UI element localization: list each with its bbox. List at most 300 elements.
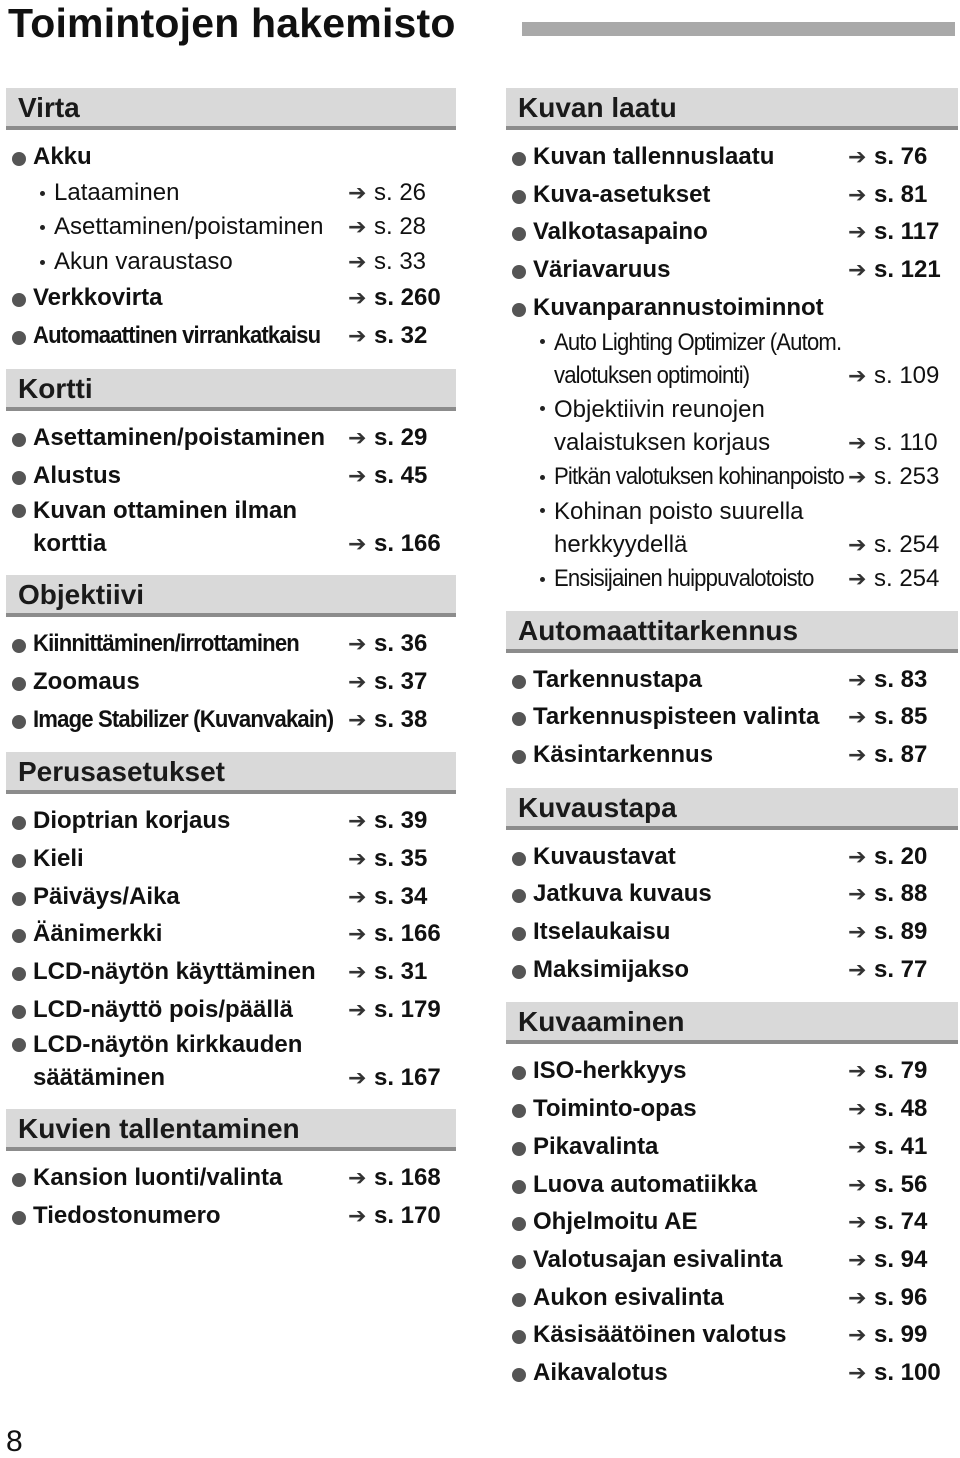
page-reference[interactable] bbox=[348, 878, 456, 916]
section-items bbox=[6, 617, 456, 738]
section-items bbox=[506, 1044, 958, 1391]
arrow-right-icon: ➔ bbox=[348, 248, 367, 274]
arrow-right-icon: ➔ bbox=[848, 666, 867, 692]
index-entry[interactable] bbox=[506, 661, 958, 699]
entry-label: Jatkuva kuvaus bbox=[533, 880, 712, 908]
page-reference-number: s. 94 bbox=[874, 1245, 928, 1273]
arrow-right-icon: ➔ bbox=[348, 631, 367, 657]
section-header-virta: Virta bbox=[6, 88, 456, 130]
page-reference-number: s. 48 bbox=[874, 1095, 928, 1123]
page-reference[interactable] bbox=[848, 875, 958, 913]
index-entry[interactable] bbox=[506, 460, 958, 495]
bullet-circle-icon bbox=[12, 816, 26, 830]
index-entry[interactable] bbox=[6, 1028, 456, 1095]
index-entry[interactable] bbox=[6, 494, 456, 561]
page-reference[interactable] bbox=[348, 419, 456, 457]
index-entry[interactable] bbox=[506, 1128, 958, 1166]
index-entry[interactable] bbox=[6, 245, 456, 280]
page-reference-number: s. 109 bbox=[874, 362, 940, 390]
bullet-circle-icon bbox=[12, 433, 26, 447]
bullet-dot-icon bbox=[540, 475, 545, 480]
page-reference-number: s. 38 bbox=[374, 705, 428, 733]
bullet-circle-icon bbox=[512, 227, 526, 241]
page-reference[interactable] bbox=[348, 317, 456, 355]
section-items bbox=[6, 1151, 456, 1234]
arrow-right-icon: ➔ bbox=[348, 921, 367, 947]
arrow-right-icon: ➔ bbox=[348, 462, 367, 488]
index-entry[interactable] bbox=[506, 176, 958, 214]
bullet-circle-icon bbox=[12, 967, 26, 981]
bullet-circle-icon bbox=[512, 1104, 526, 1118]
index-entry[interactable] bbox=[6, 457, 456, 495]
page-reference[interactable] bbox=[848, 460, 958, 495]
index-entry[interactable] bbox=[506, 1052, 958, 1090]
index-entry[interactable] bbox=[506, 1203, 958, 1241]
page-reference-number: s. 28 bbox=[374, 213, 427, 241]
index-entry[interactable] bbox=[6, 915, 456, 953]
index-entry[interactable] bbox=[506, 1166, 958, 1204]
page-reference-number: s. 253 bbox=[874, 463, 940, 491]
index-entry[interactable] bbox=[506, 698, 958, 736]
page-reference-number: s. 254 bbox=[874, 531, 940, 559]
page-reference[interactable] bbox=[848, 562, 958, 597]
page-reference[interactable] bbox=[348, 1061, 456, 1094]
index-entry[interactable] bbox=[6, 663, 456, 701]
page-reference-number: s. 96 bbox=[874, 1283, 928, 1311]
page-reference-number: s. 81 bbox=[874, 180, 928, 208]
page-reference-number: s. 76 bbox=[874, 143, 928, 170]
left-column bbox=[6, 88, 456, 1235]
entry-label: Kuvan tallennuslaatu bbox=[533, 143, 775, 170]
arrow-right-icon: ➔ bbox=[348, 706, 367, 732]
arrow-right-icon: ➔ bbox=[348, 1165, 367, 1191]
arrow-right-icon: ➔ bbox=[348, 883, 367, 909]
bullet-circle-icon bbox=[512, 1217, 526, 1231]
arrow-right-icon: ➔ bbox=[348, 845, 367, 871]
entry-label: Käsintarkennus bbox=[533, 741, 714, 768]
bullet-circle-icon bbox=[512, 152, 526, 166]
page-reference-number: s. 20 bbox=[874, 842, 928, 870]
page-reference[interactable] bbox=[348, 176, 456, 211]
page-reference[interactable] bbox=[348, 991, 456, 1029]
arrow-right-icon: ➔ bbox=[848, 742, 867, 767]
arrow-right-icon: ➔ bbox=[848, 430, 867, 456]
bullet-circle-icon bbox=[512, 190, 526, 204]
bullet-circle-icon bbox=[512, 1255, 526, 1269]
page-reference[interactable] bbox=[848, 1241, 958, 1279]
page-reference-number: s. 110 bbox=[874, 429, 938, 457]
arrow-right-icon: ➔ bbox=[348, 808, 367, 834]
arrow-right-icon: ➔ bbox=[848, 843, 867, 869]
arrow-right-icon: ➔ bbox=[848, 1246, 867, 1272]
entry-label: Zoomaus bbox=[33, 667, 140, 695]
page-reference-number: s. 35 bbox=[374, 844, 428, 872]
page-reference[interactable] bbox=[348, 840, 456, 878]
entry-label: Kuvaustavat bbox=[533, 842, 676, 870]
bullet-circle-icon bbox=[12, 471, 26, 485]
bullet-circle-icon bbox=[12, 504, 26, 518]
entry-label: Aikavalotus bbox=[533, 1358, 668, 1386]
index-entry[interactable] bbox=[6, 419, 456, 457]
arrow-right-icon: ➔ bbox=[848, 1058, 867, 1084]
bullet-circle-icon bbox=[12, 677, 26, 691]
entry-label: Luova automatiikka bbox=[533, 1170, 758, 1198]
bullet-circle-icon bbox=[512, 1142, 526, 1156]
arrow-right-icon: ➔ bbox=[848, 1322, 867, 1348]
arrow-right-icon: ➔ bbox=[348, 179, 367, 205]
arrow-right-icon: ➔ bbox=[848, 956, 867, 982]
page-reference-number: s. 100 bbox=[874, 1358, 941, 1386]
page-reference-number: s. 83 bbox=[874, 665, 928, 693]
page-reference-number: s. 260 bbox=[374, 284, 441, 312]
index-entry[interactable] bbox=[506, 913, 958, 951]
page-reference[interactable] bbox=[848, 1316, 958, 1354]
arrow-right-icon: ➔ bbox=[848, 144, 867, 169]
page-reference-number: s. 32 bbox=[374, 322, 428, 350]
bullet-circle-icon bbox=[12, 1173, 26, 1187]
page-reference-number: s. 39 bbox=[374, 807, 428, 835]
arrow-right-icon: ➔ bbox=[848, 919, 867, 945]
arrow-right-icon: ➔ bbox=[348, 424, 367, 450]
index-entry[interactable] bbox=[6, 802, 456, 840]
page-reference-number: s. 121 bbox=[874, 256, 941, 284]
arrow-right-icon: ➔ bbox=[848, 704, 867, 730]
bullet-circle-icon bbox=[12, 854, 26, 868]
arrow-right-icon: ➔ bbox=[848, 257, 867, 283]
section-items bbox=[6, 411, 456, 561]
page-reference[interactable] bbox=[348, 625, 456, 663]
title-decoration-bar bbox=[522, 22, 955, 36]
bullet-circle-icon bbox=[12, 929, 26, 943]
page-reference-number: s. 41 bbox=[874, 1132, 928, 1160]
entry-label: Väriavaruus bbox=[533, 256, 671, 284]
bullet-circle-icon bbox=[512, 675, 526, 689]
page-reference[interactable] bbox=[348, 953, 456, 991]
index-entry[interactable] bbox=[6, 138, 456, 176]
section-gap bbox=[506, 774, 958, 788]
page-reference-number: s. 74 bbox=[874, 1208, 928, 1236]
arrow-right-icon: ➔ bbox=[348, 668, 367, 694]
entry-label: Ohjelmoitu AE bbox=[533, 1208, 698, 1236]
entry-label: Verkkovirta bbox=[33, 284, 163, 312]
entry-label: Kuvan ottaminen ilman korttia bbox=[33, 497, 298, 558]
arrow-right-icon: ➔ bbox=[348, 285, 367, 311]
page-reference-number: s. 37 bbox=[374, 667, 428, 695]
bullet-circle-icon bbox=[512, 889, 526, 903]
page-reference[interactable] bbox=[848, 1279, 958, 1317]
index-entry[interactable] bbox=[6, 840, 456, 878]
bullet-circle-icon bbox=[12, 892, 26, 906]
bullet-dot-icon bbox=[40, 260, 45, 265]
entry-label: Auto Lighting Optimizer (Autom. valotuksen optimointi) bbox=[554, 329, 842, 390]
section-header-objektiivi: Objektiivi bbox=[6, 575, 456, 617]
page-reference[interactable] bbox=[348, 1197, 456, 1235]
entry-label: Dioptrian korjaus bbox=[33, 807, 231, 835]
section-items bbox=[6, 794, 456, 1095]
page-reference[interactable] bbox=[348, 245, 456, 280]
bullet-circle-icon bbox=[12, 1005, 26, 1019]
arrow-right-icon: ➔ bbox=[848, 363, 867, 389]
entry-label: Valotusajan esivalinta bbox=[533, 1245, 783, 1273]
bullet-circle-icon bbox=[12, 152, 26, 166]
index-entry[interactable] bbox=[6, 953, 456, 991]
index-entry[interactable] bbox=[506, 736, 958, 774]
page-reference-number: s. 254 bbox=[874, 565, 940, 593]
page-reference[interactable] bbox=[348, 527, 456, 560]
entry-label: Valkotasapaino bbox=[533, 218, 708, 246]
bullet-circle-icon bbox=[512, 1330, 526, 1344]
arrow-right-icon: ➔ bbox=[848, 1284, 867, 1310]
arrow-right-icon: ➔ bbox=[848, 1209, 867, 1235]
entry-label: Äänimerkki bbox=[33, 920, 163, 948]
index-entry[interactable] bbox=[506, 495, 958, 562]
bullet-circle-icon bbox=[512, 965, 526, 979]
section-header-perusasetukset: Perusasetukset bbox=[6, 752, 456, 794]
arrow-right-icon: ➔ bbox=[848, 1171, 867, 1197]
section-items bbox=[6, 130, 456, 355]
section-items bbox=[506, 130, 958, 597]
page-reference[interactable] bbox=[848, 1090, 958, 1128]
page-reference[interactable] bbox=[848, 661, 958, 699]
entry-label: Maksimijakso bbox=[533, 955, 690, 983]
bullet-circle-icon bbox=[512, 1180, 526, 1194]
entry-label: Akun varaustaso bbox=[54, 247, 233, 275]
arrow-right-icon: ➔ bbox=[848, 532, 867, 558]
page-reference[interactable] bbox=[848, 1128, 958, 1166]
page-reference[interactable] bbox=[848, 359, 958, 392]
bullet-circle-icon bbox=[512, 750, 526, 764]
index-entry[interactable] bbox=[6, 991, 456, 1029]
page-reference-number: s. 36 bbox=[374, 630, 428, 658]
section-items bbox=[506, 830, 958, 989]
arrow-right-icon: ➔ bbox=[848, 181, 867, 207]
section-items bbox=[506, 653, 958, 774]
page-reference[interactable] bbox=[848, 698, 958, 736]
entry-label: Alustus bbox=[33, 461, 122, 489]
page-reference[interactable] bbox=[848, 138, 958, 176]
page-reference-number: s. 29 bbox=[374, 423, 428, 451]
entry-label: Päiväys/Aika bbox=[33, 882, 180, 910]
arrow-right-icon: ➔ bbox=[348, 323, 367, 349]
entry-label: LCD-näytön kirkkauden säätäminen bbox=[33, 1031, 303, 1092]
section-header-automaattitarkennus: Automaattitarkennus bbox=[506, 611, 958, 653]
index-entry[interactable] bbox=[6, 210, 456, 245]
page-reference[interactable] bbox=[848, 736, 958, 774]
arrow-right-icon: ➔ bbox=[348, 1203, 367, 1229]
section-gap bbox=[506, 988, 958, 1002]
bullet-circle-icon bbox=[512, 852, 526, 866]
bullet-dot-icon bbox=[540, 508, 545, 513]
page-reference[interactable] bbox=[348, 701, 456, 739]
page-reference[interactable] bbox=[848, 251, 958, 289]
page-reference-number: s. 117 bbox=[874, 218, 940, 246]
entry-label: Kohinan poisto suurella herkkyydellä bbox=[554, 498, 804, 559]
page-reference-number: s. 88 bbox=[874, 880, 928, 908]
page-reference[interactable] bbox=[348, 210, 456, 245]
bullet-circle-icon bbox=[12, 1038, 26, 1052]
entry-label: Toiminto-opas bbox=[533, 1095, 697, 1123]
right-column bbox=[506, 88, 958, 1392]
entry-label: Tarkennuspisteen valinta bbox=[533, 703, 820, 731]
entry-label: Tiedostonumero bbox=[33, 1202, 221, 1230]
entry-label: Kuva-asetukset bbox=[533, 180, 711, 208]
entry-label: Kuvanparannustoiminnot bbox=[533, 293, 824, 321]
index-entry[interactable] bbox=[6, 878, 456, 916]
section-gap bbox=[6, 738, 456, 752]
arrow-right-icon: ➔ bbox=[348, 1065, 367, 1091]
arrow-right-icon: ➔ bbox=[348, 996, 367, 1022]
bullet-dot-icon bbox=[540, 339, 545, 344]
page-reference[interactable] bbox=[848, 913, 958, 951]
page-reference-number: s. 34 bbox=[374, 882, 428, 910]
index-entry[interactable] bbox=[506, 251, 958, 289]
entry-label: Akku bbox=[33, 143, 92, 170]
page-reference-number: s. 168 bbox=[374, 1164, 441, 1192]
index-entry[interactable] bbox=[506, 213, 958, 251]
bullet-circle-icon bbox=[512, 927, 526, 941]
arrow-right-icon: ➔ bbox=[348, 959, 367, 985]
page-reference-number: s. 87 bbox=[874, 741, 928, 768]
bullet-circle-icon bbox=[12, 639, 26, 653]
index-entry[interactable] bbox=[506, 1279, 958, 1317]
index-entry[interactable] bbox=[6, 625, 456, 663]
page-reference-number: s. 170 bbox=[374, 1202, 441, 1230]
entry-label: ISO-herkkyys bbox=[533, 1057, 687, 1085]
page-reference[interactable] bbox=[848, 213, 958, 251]
index-entry[interactable] bbox=[506, 838, 958, 876]
page-reference[interactable] bbox=[848, 176, 958, 214]
page-reference[interactable] bbox=[848, 1354, 958, 1392]
index-entry[interactable] bbox=[506, 1316, 958, 1354]
bullet-dot-icon bbox=[540, 577, 545, 582]
page-reference-number: s. 89 bbox=[874, 918, 928, 946]
page-reference[interactable] bbox=[848, 951, 958, 989]
entry-label: Aukon esivalinta bbox=[533, 1283, 724, 1311]
bullet-circle-icon bbox=[512, 1066, 526, 1080]
section-header-kuvien-tallentaminen: Kuvien tallentaminen bbox=[6, 1109, 456, 1151]
page-reference-number: s. 31 bbox=[374, 958, 428, 986]
page-reference[interactable] bbox=[848, 426, 958, 459]
arrow-right-icon: ➔ bbox=[348, 531, 367, 557]
index-entry[interactable] bbox=[6, 1197, 456, 1235]
entry-label: LCD-näytön käyttäminen bbox=[33, 958, 316, 986]
bullet-dot-icon bbox=[540, 406, 545, 411]
index-entry[interactable] bbox=[506, 393, 958, 460]
page-reference-number: s. 167 bbox=[374, 1064, 441, 1092]
bullet-dot-icon bbox=[40, 191, 45, 196]
index-entry[interactable] bbox=[6, 176, 456, 211]
section-header-kuvaustapa: Kuvaustapa bbox=[506, 788, 958, 830]
section-gap bbox=[6, 561, 456, 575]
bullet-circle-icon bbox=[512, 1293, 526, 1307]
entry-label: Ensisijainen huippuvalotoisto bbox=[554, 565, 814, 593]
page-reference-number: s. 85 bbox=[874, 703, 928, 731]
arrow-right-icon: ➔ bbox=[848, 881, 867, 907]
page-reference[interactable] bbox=[348, 457, 456, 495]
page-title: Toimintojen hakemisto bbox=[8, 0, 456, 46]
entry-label: Käsisäätöinen valotus bbox=[533, 1321, 787, 1349]
entry-label: Lataaminen bbox=[54, 178, 180, 206]
entry-label: Asettaminen/poistaminen bbox=[33, 423, 326, 451]
bullet-circle-icon bbox=[12, 293, 26, 307]
page-reference-number: s. 166 bbox=[374, 920, 441, 948]
arrow-right-icon: ➔ bbox=[848, 1359, 867, 1385]
bullet-circle-icon bbox=[12, 715, 26, 729]
page-reference[interactable] bbox=[348, 663, 456, 701]
bullet-circle-icon bbox=[12, 331, 26, 345]
bullet-circle-icon bbox=[512, 303, 526, 317]
arrow-right-icon: ➔ bbox=[848, 464, 867, 490]
index-entry[interactable] bbox=[6, 1159, 456, 1197]
section-gap bbox=[6, 1095, 456, 1109]
index-entry[interactable] bbox=[506, 326, 958, 393]
entry-label: Pikavalinta bbox=[533, 1132, 659, 1160]
entry-label: Asettaminen/poistaminen bbox=[54, 213, 324, 241]
bullet-circle-icon bbox=[512, 265, 526, 279]
entry-label: Tarkennustapa bbox=[533, 665, 702, 693]
page-reference-number: s. 33 bbox=[374, 247, 427, 275]
page-reference-number: s. 56 bbox=[874, 1170, 928, 1198]
entry-label: Pitkän valotuksen kohinanpoisto bbox=[554, 463, 844, 491]
arrow-right-icon: ➔ bbox=[848, 566, 867, 592]
page-reference-number: s. 77 bbox=[874, 955, 928, 983]
page-reference-number: s. 26 bbox=[374, 178, 427, 206]
page-number: 8 bbox=[6, 1425, 23, 1458]
index-entry[interactable] bbox=[506, 138, 958, 176]
page-reference[interactable] bbox=[848, 528, 958, 561]
index-entry[interactable] bbox=[6, 317, 456, 355]
index-entry[interactable] bbox=[506, 1241, 958, 1279]
index-entry[interactable] bbox=[506, 562, 958, 597]
index-entry[interactable] bbox=[506, 1090, 958, 1128]
index-entry[interactable] bbox=[506, 289, 958, 327]
entry-label: Kansion luonti/valinta bbox=[33, 1164, 283, 1192]
page-reference-number: s. 179 bbox=[374, 995, 441, 1023]
page-reference-number: s. 99 bbox=[874, 1321, 928, 1349]
index-entry[interactable] bbox=[6, 701, 456, 739]
index-entry[interactable] bbox=[506, 951, 958, 989]
bullet-dot-icon bbox=[40, 225, 45, 230]
bullet-circle-icon bbox=[512, 712, 526, 726]
bullet-circle-icon bbox=[512, 1368, 526, 1382]
entry-label: Image Stabilizer (Kuvanvakain) bbox=[33, 705, 334, 733]
entry-label: LCD-näyttö pois/päällä bbox=[33, 995, 294, 1023]
bullet-circle-icon bbox=[12, 1211, 26, 1225]
index-entry[interactable] bbox=[506, 1354, 958, 1392]
arrow-right-icon: ➔ bbox=[848, 1096, 867, 1122]
entry-label: Kieli bbox=[33, 844, 84, 872]
page-reference[interactable] bbox=[848, 1166, 958, 1204]
arrow-right-icon: ➔ bbox=[348, 214, 367, 240]
section-header-kuvan-laatu: Kuvan laatu bbox=[506, 88, 958, 130]
arrow-right-icon: ➔ bbox=[848, 219, 867, 245]
page-reference[interactable] bbox=[848, 838, 958, 876]
page-reference-number: s. 79 bbox=[874, 1057, 928, 1085]
page-reference-number: s. 166 bbox=[374, 530, 441, 558]
page-reference[interactable] bbox=[848, 1052, 958, 1090]
page-reference[interactable] bbox=[348, 1159, 456, 1197]
page-reference[interactable] bbox=[348, 802, 456, 840]
entry-label: Automaattinen virrankatkaisu bbox=[33, 322, 321, 350]
page-reference[interactable] bbox=[848, 1203, 958, 1241]
page-reference[interactable] bbox=[348, 279, 456, 317]
section-header-kuvaaminen: Kuvaaminen bbox=[506, 1002, 958, 1044]
page-reference[interactable] bbox=[348, 915, 456, 953]
index-entry[interactable] bbox=[506, 875, 958, 913]
index-entry[interactable] bbox=[6, 279, 456, 317]
section-header-kortti: Kortti bbox=[6, 369, 456, 411]
entry-label: Kiinnittäminen/irrottaminen bbox=[33, 630, 299, 658]
